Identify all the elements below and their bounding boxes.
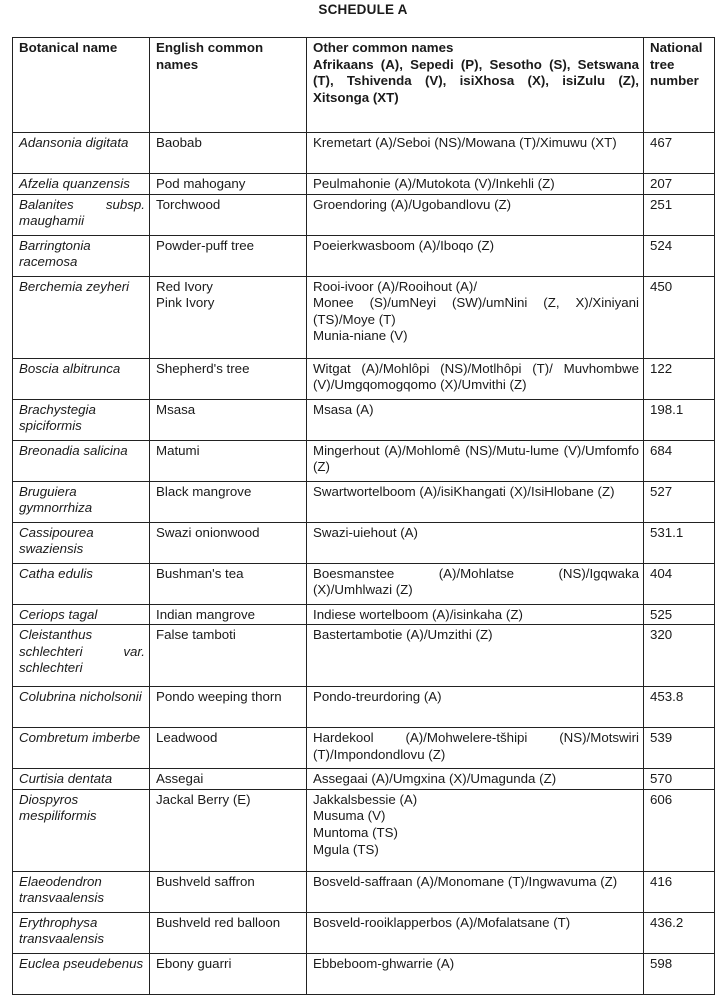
english-name-line: Shepherd's tree xyxy=(156,360,250,376)
other-names-line: Mgula (TS) xyxy=(313,841,379,857)
table-row xyxy=(13,625,715,687)
tree-number-cell: 524 xyxy=(644,235,715,276)
other-names-line: Indiese wortelboom (A)/isinkaha (Z) xyxy=(313,606,523,622)
english-name-cell xyxy=(150,769,307,790)
table-row xyxy=(13,235,715,276)
other-names-cell xyxy=(307,625,644,687)
other-names-cell xyxy=(307,871,644,912)
other-names-line: Groendoring (A)/Ugobandlovu (Z) xyxy=(313,196,512,212)
botanical-name-cell: Euclea pseudebenus xyxy=(13,953,150,994)
other-names-line: Poeierkwasboom (A)/Iboqo (Z) xyxy=(313,237,495,253)
other-names-line: Peulmahonie (A)/Mutokota (V)/Inkehli (Z) xyxy=(313,176,555,191)
english-name-cell xyxy=(150,604,307,625)
botanical-name-cell: Cleistanthus schlechteri var. schlechteri xyxy=(13,625,150,687)
header-botanical-name: Botanical name xyxy=(13,38,150,133)
table-row xyxy=(13,687,715,728)
english-name-cell xyxy=(150,235,307,276)
english-name-line: Bushveld saffron xyxy=(156,873,255,889)
other-names-cell xyxy=(307,769,644,790)
english-name-cell xyxy=(150,276,307,358)
english-name-cell xyxy=(150,399,307,440)
table-row xyxy=(13,912,715,953)
other-names-line: Muntoma (TS) xyxy=(313,825,398,841)
english-name-cell xyxy=(150,358,307,399)
other-names-line: Munia-niane (V) xyxy=(313,328,408,344)
english-name-cell xyxy=(150,133,307,174)
tree-number-cell: 570 xyxy=(644,769,715,790)
other-names-line: Assegaai (A)/Umgxina (X)/Umagunda (Z) xyxy=(313,771,557,787)
english-name-cell xyxy=(150,871,307,912)
tree-number-cell: 404 xyxy=(644,563,715,604)
other-names-line: Jakkalsbessie (A) xyxy=(313,791,418,807)
english-name-cell xyxy=(150,522,307,563)
other-names-line: Rooi-ivoor (A)/Rooihout (A)/ xyxy=(313,278,478,294)
other-names-line: Kremetart (A)/Seboi (NS)/Mowana (T)/Ximuwu (XT) xyxy=(313,135,617,150)
other-names-line: Ebbeboom-ghwarrie (A) xyxy=(313,955,455,971)
table-row xyxy=(13,440,715,481)
botanical-name-cell: Brachystegia spiciformis xyxy=(13,399,150,440)
english-name-line: Bushman's tea xyxy=(156,565,244,581)
other-names-cell xyxy=(307,912,644,953)
english-name-line: Msasa xyxy=(156,401,196,417)
other-names-cell xyxy=(307,789,644,871)
botanical-name-cell: Barringtonia racemosa xyxy=(13,235,150,276)
botanical-name-cell: Cassipourea swaziensis xyxy=(13,522,150,563)
tree-number-cell: 531.1 xyxy=(644,522,715,563)
header-other-title: Other common names xyxy=(313,40,454,55)
schedule-table xyxy=(12,37,715,995)
tree-number-cell: 207 xyxy=(644,174,715,195)
english-name-cell xyxy=(150,625,307,687)
other-names-line: Monee (S)/umNeyi (SW)/umNini (Z, X)/Xiniyani (TS)/Moye (T) xyxy=(313,295,639,327)
tree-number-cell: 122 xyxy=(644,358,715,399)
other-names-cell xyxy=(307,399,644,440)
table-body xyxy=(13,133,715,995)
tree-number-cell: 251 xyxy=(644,194,715,235)
english-name-line: Leadwood xyxy=(156,730,218,746)
other-names-line: Bosveld-rooiklapperbos (A)/Mofalatsane (T) xyxy=(313,914,571,930)
botanical-name-cell: Ceriops tagal xyxy=(13,604,150,625)
botanical-name-cell: Adansonia digitata xyxy=(13,133,150,174)
english-name-line: Powder-puff tree xyxy=(156,237,255,253)
tree-number-cell: 198.1 xyxy=(644,399,715,440)
header-national-tree-number: National tree number xyxy=(644,38,715,133)
schedule-title: SCHEDULE A xyxy=(318,2,408,17)
other-names-cell xyxy=(307,728,644,769)
botanical-name-cell: Colubrina nicholsonii xyxy=(13,687,150,728)
other-names-line: Msasa (A) xyxy=(313,401,374,417)
english-name-cell xyxy=(150,440,307,481)
other-names-cell xyxy=(307,358,644,399)
botanical-name-cell: Boscia albitrunca xyxy=(13,358,150,399)
other-names-line: Pondo-treurdoring (A) xyxy=(313,689,442,705)
english-name-cell xyxy=(150,789,307,871)
other-names-cell xyxy=(307,481,644,522)
other-names-line: Swazi-uiehout (A) xyxy=(313,524,418,540)
table-row xyxy=(13,871,715,912)
other-names-cell xyxy=(307,133,644,174)
table-row xyxy=(13,194,715,235)
header-english-common-names: English common names xyxy=(150,38,307,133)
tree-number-cell: 453.8 xyxy=(644,687,715,728)
english-name-line: Red Ivory xyxy=(156,278,213,294)
botanical-name-cell: Breonadia salicina xyxy=(13,440,150,481)
english-name-line: Pink Ivory xyxy=(156,295,215,311)
table-row xyxy=(13,276,715,358)
table-row xyxy=(13,399,715,440)
other-names-cell xyxy=(307,194,644,235)
botanical-name-cell: Afzelia quanzensis xyxy=(13,174,150,195)
english-name-line: Black mangrove xyxy=(156,483,252,499)
english-name-cell xyxy=(150,481,307,522)
botanical-name-cell: Bruguiera gymnorrhiza xyxy=(13,481,150,522)
english-name-line: Jackal Berry (E) xyxy=(156,791,251,807)
tree-number-cell: 416 xyxy=(644,871,715,912)
english-name-line: Torchwood xyxy=(156,196,221,212)
table-row xyxy=(13,953,715,994)
tree-number-cell: 525 xyxy=(644,604,715,625)
tree-number-cell: 598 xyxy=(644,953,715,994)
english-name-line: Ebony guarri xyxy=(156,955,232,971)
english-name-cell xyxy=(150,912,307,953)
botanical-name-cell: Berchemia zeyheri xyxy=(13,276,150,358)
other-names-line: Mingerhout (A)/Mohlomê (NS)/Mutu-lume (V)/Umfomfo (Z) xyxy=(313,442,639,475)
other-names-line: Hardekool (A)/Mohwelere-tšhipi (NS)/Motswiri (T)/Impondondlovu (Z) xyxy=(313,730,639,762)
english-name-cell xyxy=(150,728,307,769)
english-name-line: Matumi xyxy=(156,442,200,458)
other-names-line: Witgat (A)/Mohlôpi (NS)/Motlhôpi (T)/ Muvhombwe (V)/Umgqomogqomo (X)/Umvithi (Z) xyxy=(313,360,639,393)
botanical-name-cell: Catha edulis xyxy=(13,563,150,604)
other-names-cell xyxy=(307,235,644,276)
table-row xyxy=(13,728,715,769)
english-name-cell xyxy=(150,563,307,604)
other-names-cell xyxy=(307,604,644,625)
english-name-cell xyxy=(150,174,307,195)
table-row xyxy=(13,358,715,399)
table-row xyxy=(13,133,715,174)
english-name-line: Assegai xyxy=(156,771,204,787)
header-row xyxy=(13,38,715,133)
other-names-cell xyxy=(307,687,644,728)
header-language-codes: Afrikaans (A), Sepedi (P), Sesotho (S), Setswana (T), Tshivenda (V), isiXhosa (X), isiZulu (Z), Xitsonga (XT) xyxy=(313,56,639,105)
tree-number-cell: 539 xyxy=(644,728,715,769)
english-name-line: Swazi onionwood xyxy=(156,524,260,540)
english-name-cell xyxy=(150,953,307,994)
english-name-line: Indian mangrove xyxy=(156,606,256,622)
other-names-line: Bosveld-saffraan (A)/Monomane (T)/Ingwavuma (Z) xyxy=(313,873,618,889)
other-names-cell xyxy=(307,276,644,358)
tree-number-cell: 527 xyxy=(644,481,715,522)
tree-number-cell: 606 xyxy=(644,789,715,871)
table-row xyxy=(13,563,715,604)
tree-number-cell: 684 xyxy=(644,440,715,481)
tree-number-cell: 320 xyxy=(644,625,715,687)
botanical-name-cell: Combretum imberbe xyxy=(13,728,150,769)
english-name-line: Pondo weeping thorn xyxy=(156,689,282,705)
other-names-cell xyxy=(307,440,644,481)
table-row xyxy=(13,604,715,625)
botanical-name-cell: Curtisia dentata xyxy=(13,769,150,790)
table-row xyxy=(13,769,715,790)
other-names-line: Bastertambotie (A)/Umzithi (Z) xyxy=(313,627,493,643)
botanical-name-cell: Elaeodendron transvaalensis xyxy=(13,871,150,912)
header-other-common-names xyxy=(307,38,644,133)
english-name-line: Pod mahogany xyxy=(156,176,246,191)
other-names-line: Swartwortelboom (A)/isiKhangati (X)/IsiHlobane (Z) xyxy=(313,483,615,499)
other-names-cell xyxy=(307,174,644,195)
other-names-cell xyxy=(307,563,644,604)
english-name-line: Baobab xyxy=(156,135,202,150)
tree-number-cell: 436.2 xyxy=(644,912,715,953)
other-names-line: Musuma (V) xyxy=(313,808,386,824)
other-names-cell xyxy=(307,953,644,994)
botanical-name-cell: Balanites subsp. maughamii xyxy=(13,194,150,235)
english-name-line: False tamboti xyxy=(156,627,236,643)
tree-number-cell: 467 xyxy=(644,133,715,174)
botanical-name-cell: Diospyros mespiliformis xyxy=(13,789,150,871)
english-name-cell xyxy=(150,687,307,728)
table-row xyxy=(13,481,715,522)
tree-number-cell: 450 xyxy=(644,276,715,358)
botanical-name-cell: Erythrophysa transvaalensis xyxy=(13,912,150,953)
table-row xyxy=(13,789,715,871)
english-name-line: Bushveld red balloon xyxy=(156,914,281,930)
other-names-line: Boesmanstee (A)/Mohlatse (NS)/Igqwaka (X)/Umhlwazi (Z) xyxy=(313,565,639,598)
english-name-cell xyxy=(150,194,307,235)
table-row xyxy=(13,522,715,563)
table-row xyxy=(13,174,715,195)
other-names-cell xyxy=(307,522,644,563)
